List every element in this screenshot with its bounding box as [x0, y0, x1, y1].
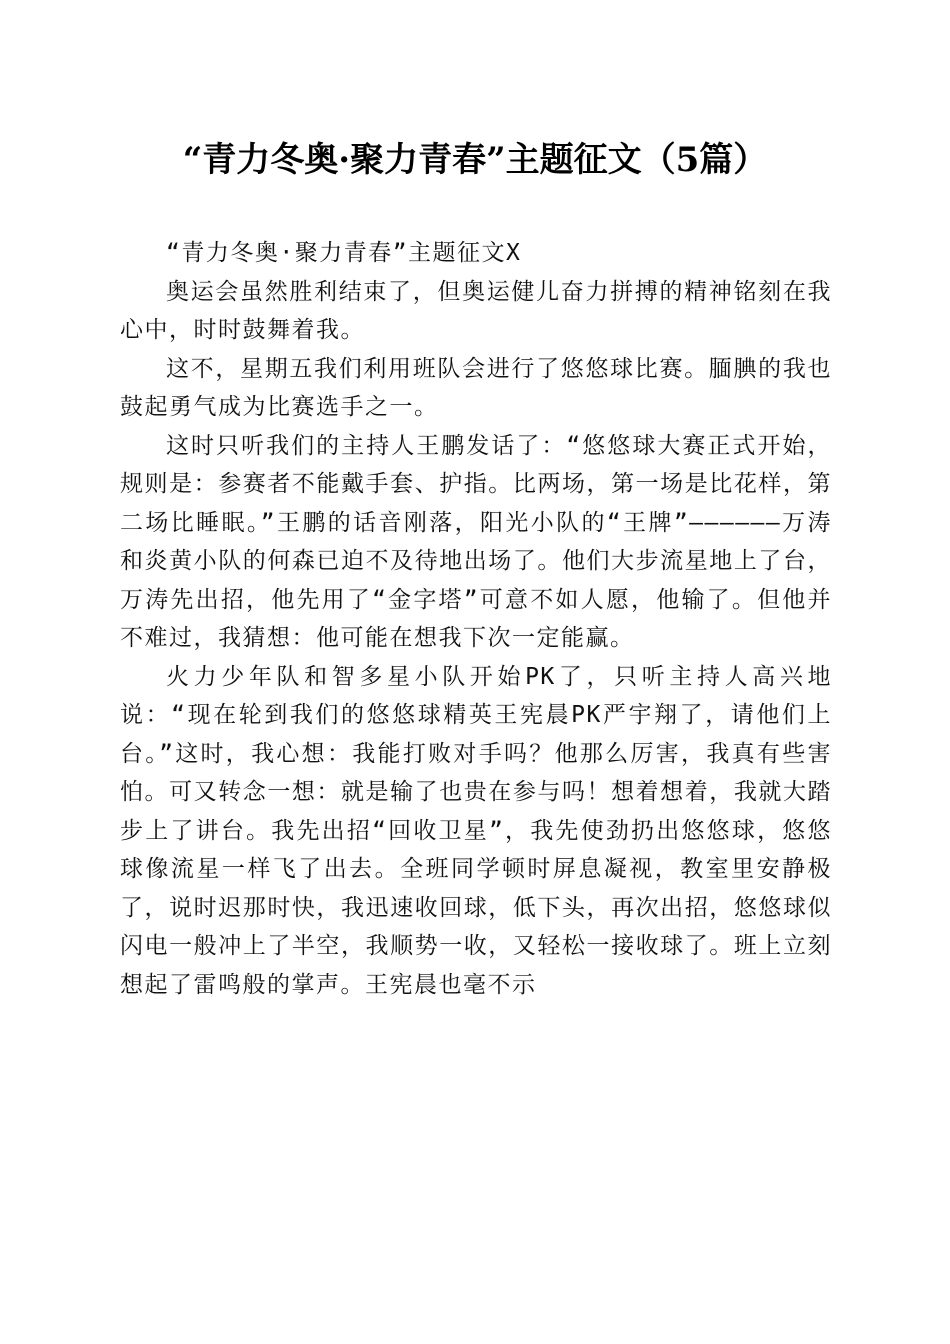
paragraph-1: 奥运会虽然胜利结束了，但奥运健儿奋力拼搏的精神铭刻在我心中，时时鼓舞着我。 [120, 278, 832, 343]
document-title: “青力冬奥·聚力青春”主题征文（5篇） [182, 140, 768, 180]
paragraph-3: 这时只听我们的主持人王鹏发话了：“悠悠球大赛正式开始，规则是：参赛者不能戴手套、护指。比两场，第一场是比花样，第二场比睡眠。”王鹏的话音刚落，阳光小队的“王牌”——————万涛和炎黄小队的何森已迫不及待地出场了。他们大步流星地上了台，万涛先出招，他先用了“金字塔”可意不如人愿，他输了。但他并不难过，我猜想：他可能在想我下次一定能赢。 [120, 432, 832, 651]
paragraph-2: 这不，星期五我们利用班队会进行了悠悠球比赛。腼腆的我也鼓起勇气成为比赛选手之一。 [120, 355, 832, 420]
document-body [120, 234, 832, 1004]
paragraph-4: 火力少年队和智多星小队开始PK了，只听主持人高兴地说：“现在轮到我们的悠悠球精英王宪晨PK严宇翔了，请他们上台。”这时，我心想：我能打败对手吗？他那么厉害，我真有些害怕。可又转念一想：就是输了也贵在参与吗！想着想着，我就大踏步上了讲台。我先出招“回收卫星”，我先使劲扔出悠悠球，悠悠球像流星一样飞了出去。全班同学顿时屏息凝视，教室里安静极了，说时迟那时快，我迅速收回球，低下头，再次出招，悠悠球似闪电一般冲上了半空，我顺势一收，又轻松一接收球了。班上立刻想起了雷鸣般的掌声。王宪晨也毫不示 [120, 663, 832, 998]
essay-subtitle: “青力冬奥·聚力青春”主题征文X [166, 240, 522, 266]
